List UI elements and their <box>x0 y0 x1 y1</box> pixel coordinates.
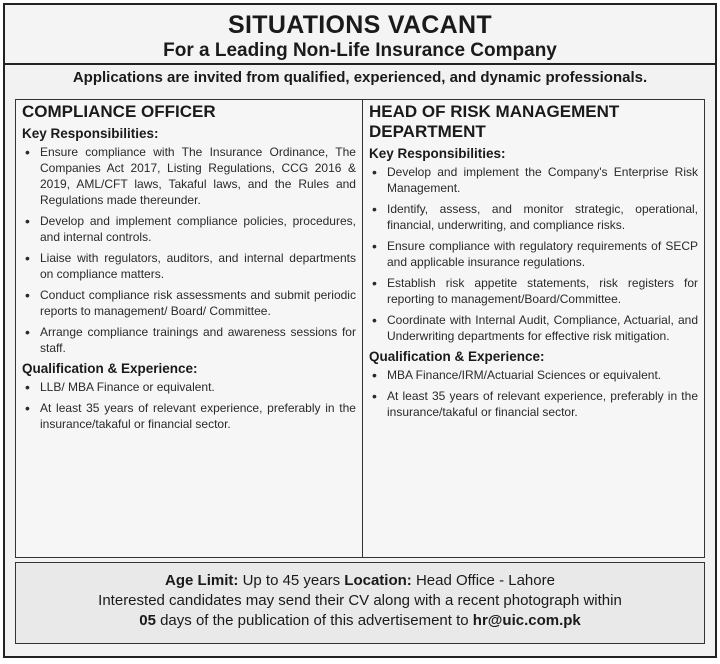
deadline-line <box>16 611 704 631</box>
age-value: Up to 45 years <box>242 572 341 589</box>
list-item: • At least 35 years of relevant experience, preferably in the insurance/takaful or financial sector. <box>22 400 356 432</box>
application-footer <box>15 562 705 644</box>
qualification-list <box>369 367 698 420</box>
list-item: • Develop and implement the Company's Enterprise Risk Management. <box>369 164 698 196</box>
responsibilities-list <box>22 144 356 356</box>
qualification-heading: Qualification & Experience: <box>368 349 545 364</box>
list-item: • Liaise with regulators, auditors, and internal departments on compliance matters. <box>22 250 356 282</box>
email-address[interactable]: hr@uic.com.pk <box>472 612 581 629</box>
ad-header <box>5 5 715 65</box>
responsibilities-list <box>369 164 698 344</box>
list-item: • Establish risk appetite statements, risk registers for reporting to management/Board/Committee. <box>369 275 698 307</box>
list-item: • Ensure compliance with regulatory requirements of SECP and applicable insurance regulations. <box>369 238 698 270</box>
intro-text: Applications are invited from qualified, experienced, and dynamic professionals. <box>72 69 648 86</box>
list-item: • Coordinate with Internal Audit, Compliance, Actuarial, and Underwriting departments for effective risk mitigation. <box>369 312 698 344</box>
list-item: • At least 35 years of relevant experience, preferably in the insurance/takaful or financial sector. <box>369 388 698 420</box>
location-label: Location: <box>344 572 412 589</box>
list-item: • LLB/ MBA Finance or equivalent. <box>22 379 356 395</box>
position-title: COMPLIANCE OFFICER <box>22 102 216 121</box>
age-label: Age Limit: <box>165 572 239 589</box>
days-count: 05 <box>139 612 156 629</box>
responsibilities-heading: Key Responsibilities: <box>368 146 506 161</box>
list-item: • Ensure compliance with The Insurance Ordinance, The Companies Act 2017, Listing Regulations, CCG 2016 & 2019, AML/CFT laws, Takaful laws, and the Rules and Regulations made thereunder. <box>22 144 356 208</box>
positions-columns <box>15 99 705 558</box>
compliance-officer-column <box>15 99 362 558</box>
list-item: • Identify, assess, and monitor strategic, operational, financial, underwriting, and compliance risks. <box>369 201 698 233</box>
location-value: Head Office - Lahore <box>415 572 555 589</box>
ad-subtitle: For a Leading Non-Life Insurance Company <box>163 40 557 61</box>
ad-title: SITUATIONS VACANT <box>228 11 492 39</box>
position-title: HEAD OF RISK MANAGEMENT DEPARTMENT <box>368 102 620 141</box>
instructions-line: Interested candidates may send their CV along with a recent photograph within <box>98 592 622 609</box>
responsibilities-heading: Key Responsibilities: <box>22 126 159 141</box>
list-item: • Conduct compliance risk assessments and submit periodic reports to management/ Board/ Committee. <box>22 287 356 319</box>
list-item: • MBA Finance/IRM/Actuarial Sciences or equivalent. <box>369 367 698 383</box>
deadline-text: days of the publication of this advertisement to <box>160 612 469 629</box>
age-location-line <box>16 571 704 591</box>
head-of-risk-column <box>362 99 705 558</box>
qualification-heading: Qualification & Experience: <box>22 361 198 376</box>
advertisement <box>3 3 717 658</box>
qualification-list <box>22 379 356 432</box>
list-item: • Develop and implement compliance policies, procedures, and internal controls. <box>22 213 356 245</box>
list-item: • Arrange compliance trainings and awareness sessions for staff. <box>22 324 356 356</box>
